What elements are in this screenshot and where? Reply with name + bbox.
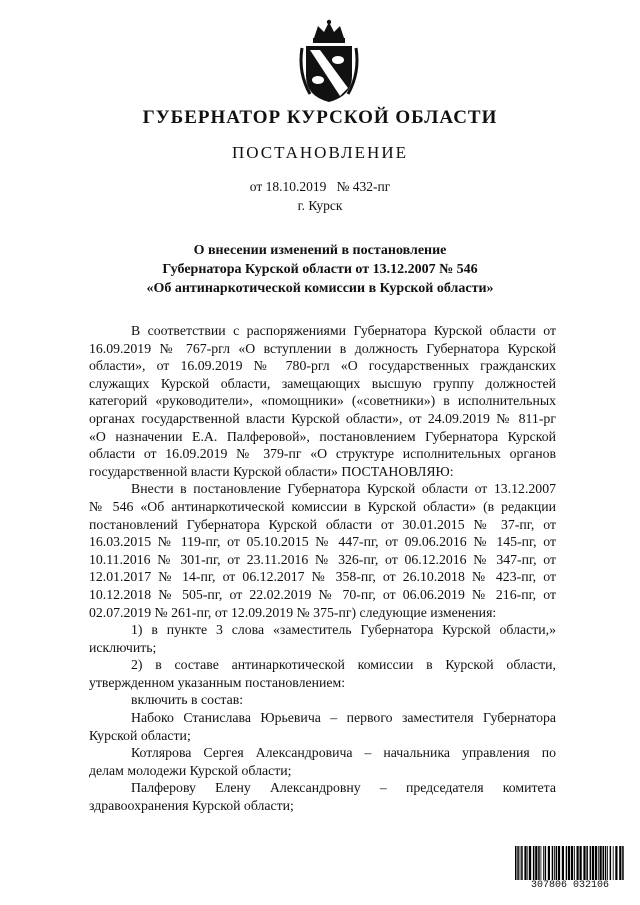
body-line: 02.07.2019 № 261-пг, от 12.09.2019 № 375-пг) следующие изменения:	[89, 604, 497, 620]
body-line: Набоко Станислава Юрьевича – первого заместителя Губернатора	[131, 710, 556, 726]
body-line: 2) в составе антинаркотической комиссии в Курской области,	[131, 657, 556, 673]
body-line: постановлений Губернатора Курской области от 30.01.2015 № 37-пг, от	[89, 516, 556, 532]
body-line: Внести в постановление Губернатора Курской области от 13.12.2007	[131, 481, 556, 497]
body-line: «О назначении Е.А. Палферовой», постановлением Губернатора Курской	[89, 428, 556, 444]
heading-line-1: О внесении изменений в постановление	[193, 243, 447, 258]
body-line: утвержденном указанным постановлением:	[89, 674, 346, 690]
body-line: делам молодежи Курской области;	[89, 762, 292, 778]
body-line: 10.12.2018 № 505-пг, от 22.02.2019 № 70-пг, от 06.06.2019 № 216-пг, от	[89, 586, 556, 602]
barcode-bars	[514, 846, 626, 880]
body-line: служащих Курской области, замещающих высшую группу должностей	[89, 375, 556, 391]
body-line: В соответствии с распоряжениями Губернатора Курской области от	[131, 323, 556, 338]
body-line: области от 16.09.2019 № 379-пг «О структуре исполнительных органов	[89, 446, 556, 462]
heading-line-2: Губернатора Курской области от 13.12.2007 № 546	[162, 262, 478, 277]
body-line: 1) в пункте 3 слова «заместитель Губернатора Курской области,»	[131, 622, 556, 638]
body-line: области», от 16.09.2019 № 780-ргл «О государственных гражданских	[89, 358, 556, 374]
body-line: включить в состав:	[131, 692, 244, 708]
barcode-number: 307806 032106	[530, 880, 609, 891]
document-body	[89, 322, 556, 815]
body-line: № 546 «Об антинаркотической комиссии в Курской области» (в редакции	[89, 498, 556, 514]
body-line: органах государственной власти Курской области», от 24.09.2019 № 811-рг	[89, 410, 556, 426]
heading-line-3: «Об антинаркотической комиссии в Курской области»	[146, 281, 494, 296]
city: г. Курск	[297, 198, 343, 213]
date-number: от 18.10.2019 № 432-пг	[249, 179, 391, 194]
body-line: 16.09.2019 № 767-ргл «О вступлении в должность Губернатора Курской	[89, 340, 556, 356]
body-line: государственной власти Курской области» ПОСТАНОВЛЯЮ:	[89, 463, 454, 479]
body-line: Котлярова Сергея Александровича – начальника управления по	[131, 745, 556, 761]
body-line: Курской области;	[89, 727, 191, 743]
governor-title: ГУБЕРНАТОР КУРСКОЙ ОБЛАСТИ	[142, 107, 498, 128]
body-line: Палферову Елену Александровну – председателя комитета	[131, 780, 556, 796]
body-line: 16.03.2015 № 119-пг, от 05.10.2015 № 447-пг, от 09.06.2016 № 145-пг, от	[89, 534, 556, 550]
document-type: ПОСТАНОВЛЕНИЕ	[231, 143, 408, 162]
coat-of-arms-emblem	[296, 18, 362, 104]
document-meta	[0, 177, 640, 215]
body-line: 12.01.2017 № 14-пг, от 06.12.2017 № 358-пг, от 26.10.2018 № 423-пг, от	[89, 569, 556, 585]
barcode	[514, 846, 626, 892]
body-line: исключить;	[89, 639, 157, 655]
document-heading	[0, 241, 640, 298]
body-line: 10.11.2016 № 301-пг, от 23.11.2016 № 326-пг, от 06.12.2016 № 347-пг, от	[89, 551, 556, 567]
body-line: категорий «руководители», «помощники» («советники») в исполнительных	[89, 393, 556, 409]
body-line: здравоохранения Курской области;	[89, 798, 294, 814]
